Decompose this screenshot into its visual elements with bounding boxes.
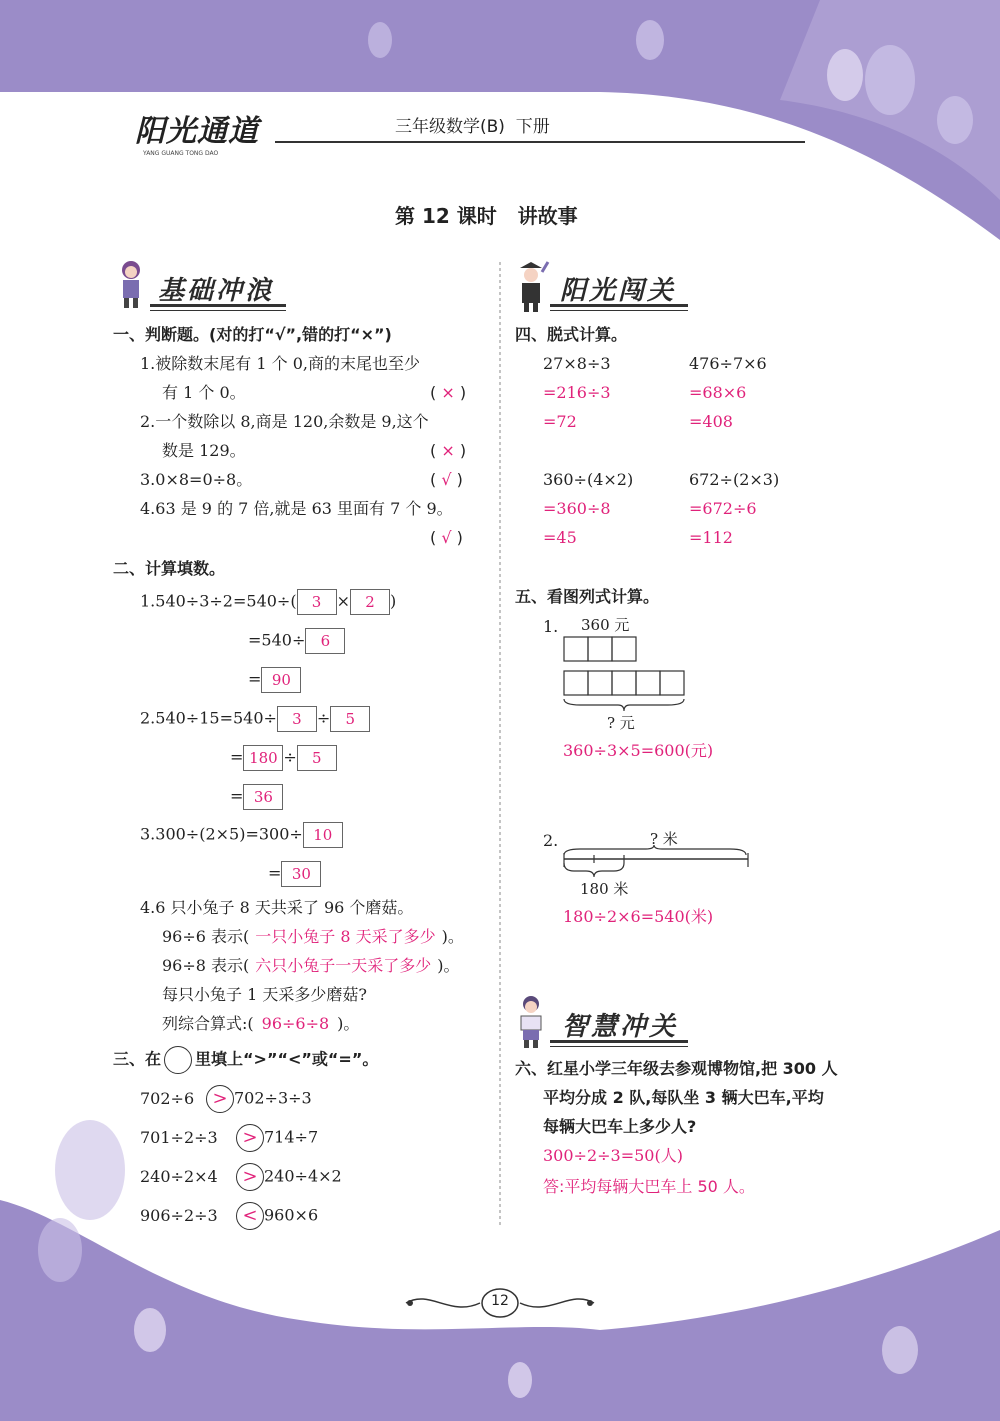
- q3-item3-right: 240÷4×2: [264, 1166, 342, 1186]
- q2-p2-line3: [230, 784, 283, 810]
- q2-p1-line2: [248, 628, 345, 654]
- q2-p2-box5: 36: [243, 784, 283, 810]
- q4-heading: 四、脱式计算。: [515, 325, 628, 344]
- page-number: 12: [491, 1293, 509, 1309]
- section-underline: [150, 304, 286, 307]
- q1-item3-answer: ( √ ): [430, 470, 463, 489]
- graduate-icon: [512, 258, 550, 314]
- q4-g1-step1: =216÷3: [543, 383, 611, 402]
- q1-heading: 一、判断题。(对的打“√”,错的打“×”): [113, 325, 392, 344]
- q2-p2-eq2: =: [230, 747, 244, 767]
- q2-p1-close: ): [389, 591, 397, 611]
- q1-item1-line1: 1.被除数末尾有 1 个 0,商的末尾也至少: [140, 354, 420, 373]
- q1-item2-mark: ×: [441, 441, 455, 460]
- q2-p3-box1: 10: [303, 822, 343, 848]
- q3-heading: [113, 1046, 378, 1074]
- q4-g3-expr: 360÷(4×2): [543, 470, 634, 489]
- q2-p1-eq3: =: [248, 669, 262, 689]
- q2-p2-text: 2.540÷15=540÷: [140, 708, 277, 728]
- section-title-wisdom: 智慧冲关: [562, 1012, 679, 1042]
- q4-g2-expr: 476÷7×6: [689, 354, 767, 373]
- q5-p2-number: 2.: [543, 831, 559, 850]
- q2-p1-line1: [140, 589, 396, 615]
- q3-item1-sign: >: [206, 1085, 234, 1113]
- q2-p1-box4: 90: [261, 667, 301, 693]
- q5-p1-diagram: [560, 633, 692, 713]
- reader-icon: [512, 994, 550, 1050]
- q2-p2-div: ÷: [316, 708, 331, 728]
- q2-p4-l2-pre: 96÷6 表示(: [162, 927, 250, 946]
- section-underline-right: [550, 304, 688, 307]
- q3-heading-post: 里填上“>”“<”或“=”。: [195, 1049, 379, 1069]
- q3-item1-right: 702÷3÷3: [234, 1088, 312, 1108]
- q2-p3-eq2: =: [268, 863, 282, 883]
- q5-p1-bottom-bar: [564, 671, 684, 695]
- q2-p4-line5: [162, 1013, 359, 1035]
- section-underline-thin: [150, 310, 286, 311]
- q3-item2: [140, 1124, 318, 1152]
- q2-p4-line1: 4.6 只小兔子 8 天共采了 96 个磨菇。: [140, 898, 414, 917]
- section2-underline-thin: [550, 1046, 688, 1047]
- q5-p1-brace: [564, 699, 684, 711]
- q3-item4-right: 960×6: [264, 1205, 319, 1225]
- header-rule: [275, 141, 805, 143]
- q2-p3-line1: [140, 822, 343, 848]
- q3-item2-right: 714÷7: [264, 1127, 319, 1147]
- q2-p2-eq3: =: [230, 786, 244, 806]
- q1-item3-mark: √: [441, 470, 452, 489]
- q5-p1-number: 1.: [543, 617, 559, 636]
- q4-g4-step2: =112: [689, 528, 733, 547]
- q4-g3-step2: =45: [543, 528, 577, 547]
- q2-p1-box3: 6: [305, 628, 345, 654]
- q2-p4-l3-post: )。: [437, 956, 460, 975]
- q5-p1-top-label: 360 元: [581, 616, 630, 634]
- q3-item4: [140, 1202, 318, 1230]
- q3-heading-pre: 三、在: [113, 1049, 162, 1069]
- q2-p1-text: 1.540÷3÷2=540÷(: [140, 591, 297, 611]
- q3-item2-sign: >: [236, 1124, 264, 1152]
- q2-p4-line4: 每只小兔子 1 天采多少磨菇?: [162, 985, 367, 1004]
- lesson-title: 第 12 课时 讲故事: [395, 204, 578, 228]
- q3-item3-sign: >: [236, 1163, 264, 1191]
- q3-item4-left: 906÷2÷3: [140, 1205, 218, 1225]
- q2-p3-box2: 30: [281, 861, 321, 887]
- q2-p1-box1: 3: [297, 589, 337, 615]
- q2-p3-line2: [268, 861, 321, 887]
- q2-p2-box1: 3: [277, 706, 317, 732]
- section-underline-right-thin: [550, 310, 688, 311]
- q5-p2-answer: 180÷2×6=540(米): [563, 907, 714, 926]
- logo: [135, 106, 259, 157]
- q2-p3-text: 3.300÷(2×5)=300÷: [140, 824, 303, 844]
- q3-item2-left: 701÷2÷3: [140, 1127, 218, 1147]
- girl-icon: [112, 258, 150, 310]
- q1-item3-line1: 3.0×8=0÷8。: [140, 470, 253, 489]
- q2-p4-l3-pre: 96÷8 表示(: [162, 956, 250, 975]
- q1-item1-answer: ( × ): [430, 383, 467, 402]
- q3-heading-circle: [164, 1046, 192, 1074]
- q2-p1-eq2: =540÷: [248, 630, 306, 650]
- q5-p1-top-bar: [564, 637, 636, 661]
- q2-p2-box2: 5: [330, 706, 370, 732]
- q4-g2-step2: =408: [689, 412, 733, 431]
- q5-p2-bottom-brace: [564, 863, 624, 877]
- book-title: 三年级数学(B) 下册: [395, 117, 550, 137]
- q3-item4-sign: <: [236, 1202, 264, 1230]
- q4-g1-expr: 27×8÷3: [543, 354, 611, 373]
- q5-p1-answer: 360÷3×5=600(元): [563, 741, 714, 760]
- q3-item1-left: 702÷6: [140, 1088, 195, 1108]
- q5-heading: 五、看图列式计算。: [515, 587, 660, 606]
- q2-p2-div2: ÷: [283, 747, 297, 767]
- q1-item2-line2: 数是 129。: [162, 441, 246, 460]
- q5-p2-bottom-label: 180 米: [580, 880, 629, 898]
- q2-p4-l5-post: )。: [337, 1014, 360, 1033]
- q2-p2-box3: 180: [243, 745, 283, 771]
- q2-p4-line2: [162, 926, 464, 948]
- q6-line1: 六、红星小学三年级去参观博物馆,把 300 人: [515, 1059, 838, 1078]
- q4-g4-step1: =672÷6: [689, 499, 757, 518]
- q2-p4-line3: [162, 955, 460, 977]
- q2-p4-l3-answer: 六只小兔子一天采了多少: [255, 956, 432, 975]
- q2-p2-box4: 5: [297, 745, 337, 771]
- q3-item1: [140, 1085, 312, 1113]
- q2-p4-l2-post: )。: [441, 927, 464, 946]
- q2-p4-l5-pre: 列综合算式:(: [162, 1014, 254, 1033]
- q2-p1-box2: 2: [350, 589, 390, 615]
- q2-p4-l2-answer: 一只小兔子 8 天采了多少: [255, 927, 436, 946]
- q4-g1-step2: =72: [543, 412, 577, 431]
- section-title-basic: 基础冲浪: [158, 276, 275, 306]
- q2-p2-line2: [230, 745, 337, 771]
- q1-item4-mark: √: [441, 528, 452, 547]
- q5-p2-diagram: [560, 845, 754, 881]
- q4-g2-step1: =68×6: [689, 383, 747, 402]
- q5-p2-top-label: ? 米: [650, 830, 678, 848]
- q1-item2-answer: ( × ): [430, 441, 467, 460]
- logo-text: 阳光通道: [135, 114, 259, 149]
- q6-line2: 平均分成 2 队,每队坐 3 辆大巴车,平均: [543, 1088, 824, 1107]
- q2-heading: 二、计算填数。: [113, 559, 226, 578]
- q6-answer-expr: 300÷2÷3=50(人): [543, 1146, 683, 1165]
- q6-line3: 每辆大巴车上多少人?: [543, 1117, 697, 1136]
- q1-item4-line1: 4.63 是 9 的 7 倍,就是 63 里面有 7 个 9。: [140, 499, 453, 518]
- q4-g3-step1: =360÷8: [543, 499, 611, 518]
- q6-answer-text: 答:平均每辆大巴车上 50 人。: [543, 1177, 755, 1196]
- section-title-sunshine: 阳光闯关: [560, 276, 677, 306]
- section2-underline: [550, 1040, 688, 1043]
- q2-p1-line3: [248, 667, 301, 693]
- q1-item2-line1: 2.一个数除以 8,商是 120,余数是 9,这个: [140, 412, 429, 431]
- q5-p1-bottom-label: ? 元: [607, 714, 635, 732]
- q1-item1-mark: ×: [441, 383, 455, 402]
- q4-g4-expr: 672÷(2×3): [689, 470, 780, 489]
- q3-item3: [140, 1163, 342, 1191]
- q3-item3-left: 240÷2×4: [140, 1166, 218, 1186]
- logo-pinyin: YANG GUANG TONG DAO: [143, 150, 219, 157]
- q5-p2-top-brace: [564, 845, 746, 855]
- q2-p4-l5-answer: 96÷6÷8: [261, 1014, 330, 1033]
- q2-p1-op: ×: [336, 591, 350, 611]
- q1-item1-line2: 有 1 个 0。: [162, 383, 246, 402]
- q2-p2-line1: [140, 706, 370, 732]
- q1-item4-answer: ( √ ): [430, 528, 463, 547]
